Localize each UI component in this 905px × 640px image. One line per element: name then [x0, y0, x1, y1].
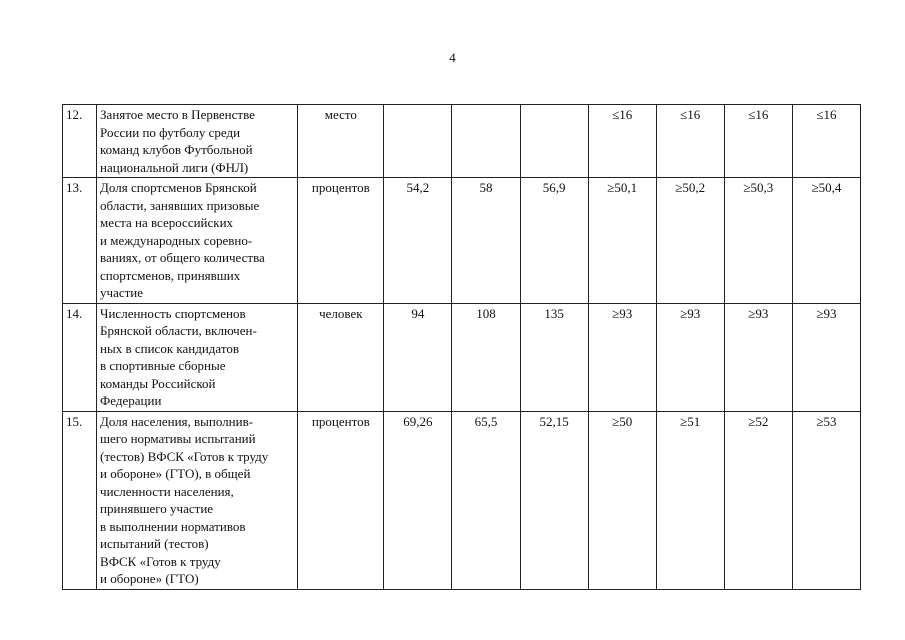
- indicator-name: Занятое место в Первенстве России по футболу среди команд клубов Футбольной национальной лиги (ФНЛ): [97, 105, 298, 178]
- value-cell: [520, 105, 588, 178]
- value-cell: ≥93: [588, 303, 656, 411]
- value-cell: ≤16: [588, 105, 656, 178]
- value-cell: ≥50,1: [588, 178, 656, 304]
- unit-cell: процентов: [298, 178, 384, 304]
- value-cell: ≥53: [792, 411, 860, 589]
- value-cell: ≥52: [724, 411, 792, 589]
- unit-cell: процентов: [298, 411, 384, 589]
- value-cell: 108: [452, 303, 520, 411]
- indicator-name: Доля населения, выполнив- шего нормативы испытаний (тестов) ВФСК «Готов к труду и обороне» (ГТО), в общей численности населения, принявшего участие в выполнении нормативов испытаний (тестов) ВФСК «Готов к труду и обороне» (ГТО): [97, 411, 298, 589]
- value-cell: ≥93: [792, 303, 860, 411]
- value-cell: 94: [384, 303, 452, 411]
- value-cell: 65,5: [452, 411, 520, 589]
- row-number: 12.: [63, 105, 97, 178]
- row-number: 14.: [63, 303, 97, 411]
- value-cell: ≤16: [724, 105, 792, 178]
- value-cell: ≤16: [656, 105, 724, 178]
- table-row: [63, 303, 861, 411]
- value-cell: ≥51: [656, 411, 724, 589]
- value-cell: 69,26: [384, 411, 452, 589]
- unit-cell: место: [298, 105, 384, 178]
- value-cell: [452, 105, 520, 178]
- table-row: [63, 105, 861, 178]
- value-cell: 54,2: [384, 178, 452, 304]
- value-cell: ≤16: [792, 105, 860, 178]
- value-cell: ≥50,2: [656, 178, 724, 304]
- page-number: 4: [449, 50, 456, 65]
- row-number: 15.: [63, 411, 97, 589]
- value-cell: [384, 105, 452, 178]
- value-cell: 135: [520, 303, 588, 411]
- indicators-table: [62, 104, 861, 590]
- value-cell: 58: [452, 178, 520, 304]
- value-cell: ≥50,3: [724, 178, 792, 304]
- value-cell: 52,15: [520, 411, 588, 589]
- table-row: [63, 411, 861, 589]
- table-row: [63, 178, 861, 304]
- unit-cell: человек: [298, 303, 384, 411]
- row-number: 13.: [63, 178, 97, 304]
- value-cell: ≥93: [724, 303, 792, 411]
- value-cell: ≥50: [588, 411, 656, 589]
- value-cell: ≥93: [656, 303, 724, 411]
- indicator-name: Численность спортсменов Брянской области, включен- ных в список кандидатов в спортивные сборные команды Российской Федерации: [97, 303, 298, 411]
- value-cell: 56,9: [520, 178, 588, 304]
- indicator-name: Доля спортсменов Брянской области, занявших призовые места на всероссийских и международных соревно- ваниях, от общего количества спортсменов, принявших участие: [97, 178, 298, 304]
- value-cell: ≥50,4: [792, 178, 860, 304]
